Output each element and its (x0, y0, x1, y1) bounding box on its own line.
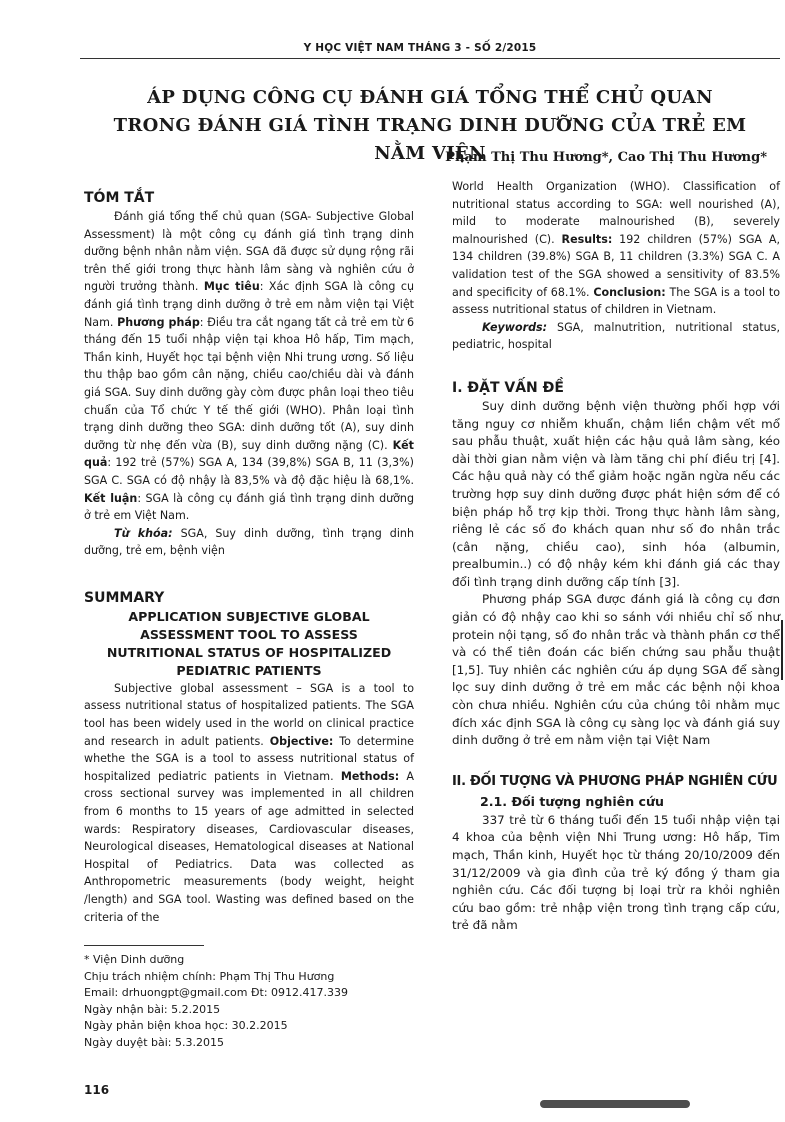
text-run: A cross sectional survey was implemented in all children from 6 months to 15 years of age admitted in selected wards: Respiratory diseases, Cardiovascular diseases, Neurological diseases, Hematological diseases at National Hospital of Pediatrics. Data was collected as Anthropometric measurements (body weight, height /length) and SGA tool. Wasting was defined based on the criteria of the (84, 769, 414, 924)
abstract-heading: TÓM TẮT (84, 190, 155, 206)
summary-continued (452, 178, 780, 319)
text-run: 337 trẻ từ 6 tháng tuổi đến 15 tuổi nhập viện tại 4 khoa của bệnh viện Nhi Trung ương: Hô hấp, Tim mạch, Thần kinh, Huyết học từ tháng 20/10/2009 đến 31/12/2009 và gia đình của trẻ ký đồng ý tham gia nghiên cứu. Các đối tượng bị loại trừ ra khỏi nghiên cứu bao gồm: trẻ nhập viện trong tình trạng cấp cứu, trẻ đã nằm (452, 812, 780, 933)
footnote: Ngày duyệt bài: 5.3.2015 (84, 1035, 224, 1049)
summary-heading: SUMMARY (84, 589, 165, 606)
footnote: * Viện Dinh dưỡng (84, 953, 185, 966)
bold-label: Conclusion: (593, 285, 666, 299)
section-2-1-heading: 2.1. Đối tượng nghiên cứu (480, 793, 664, 809)
header-rule (80, 58, 780, 59)
text-run: : Điều tra cắt ngang tất cả trẻ em từ 6 tháng đến 15 tuổi nhập viện tại khoa Hô hấp, Tim mạch, Thần kinh, Huyết học tại bệnh viện Nhi trung ương. Số liệu thu thập bao gồm cân nặng, chiều cao/chiều dài và đánh giá SGA. Suy dinh dưỡng gày còm được phân loại theo tiêu chuẩn của Tổ chức Y tế thế giới (WHO). Phân loại tình trạng dinh dưỡng theo SGA: dinh dưỡng tốt (A), suy dinh dưỡng từ nhẹ đến vừa (B), suy dinh dưỡng nặng (C). (84, 315, 414, 452)
page-number: 116 (84, 1083, 110, 1097)
footnote: Chịu trách nhiệm chính: Phạm Thị Thu Hương (84, 969, 335, 983)
section-2-1-paragraph (452, 812, 780, 935)
bold-label: Từ khóa: (114, 526, 173, 540)
footnote: Ngày nhận bài: 5.2.2015 (84, 1002, 221, 1016)
text-run: The SGA is a tool to assess nutritional status of children in Vietnam. (452, 285, 780, 317)
text-run: SGA, Suy dinh dưỡng, tình trạng dinh dưỡng, trẻ em, bệnh viện (84, 526, 414, 558)
title-line: TRONG ĐÁNH GIÁ TÌNH TRẠNG DINH DƯỠNG CỦA TRẺ EM NẰM VIỆN (113, 115, 747, 164)
section-1-paragraph (452, 398, 780, 592)
keywords-vi (84, 525, 414, 560)
text-run: Subjective global assessment – SGA is a tool to assess nutritional status of hospitalized patients. The SGA tool has been widely used in the world on clinical practice and research in adult patients. (84, 681, 414, 748)
summary-paragraph (84, 680, 414, 926)
title-line: ÁP DỤNG CÔNG CỤ ĐÁNH GIÁ TỔNG THỂ CHỦ QUAN (147, 87, 713, 108)
bold-label: Phương pháp (117, 315, 200, 329)
text-run: World Health Organization (WHO). Classification of nutritional status according to SGA: well nourished (A), mild to moderate malnourished (B), severely malnourished (C). (452, 180, 780, 246)
bold-label: Keywords: (482, 320, 548, 334)
footnotes (84, 952, 348, 1051)
bold-label: Objective: (269, 734, 334, 748)
abstract-paragraph (84, 208, 414, 525)
keywords-en (452, 319, 780, 354)
right-column (452, 178, 780, 935)
text-run: 192 children (57%) SGA A, 134 children (39.8%) SGA B, 11 children (3.3%) SGA C. A validation test of the SGA showed a sensitivity of 83.5% and specificity of 68.1%. (452, 232, 780, 299)
text-run: Suy dinh dưỡng bệnh viện thường phối hợp với tăng nguy cơ nhiễm khuẩn, chậm liền chậm vết mổ sau phẫu thuật, xuất hiện các hậu quả lâm sàng, kéo dài thời gian nằm viện và làm tăng chi phí điều trị [4]. Các hậu quả này có thể giảm hoặc ngăn ngừa nếu các trường hợp suy dinh dưỡng được phát hiện sớm để có biện pháp hỗ trợ kịp thời. Trong thực hành lâm sàng, riêng lẻ các số đo khách quan như số đo nhân trắc (cân nặng, chiều cao), sinh hóa (albumin, prealbumin..) có độ nhậy kém khi đánh giá các thay đổi tình trạng dinh dưỡng cấp tính [3]. (452, 398, 780, 589)
text-run: SGA, malnutrition, nutritional status, pediatric, hospital (452, 320, 780, 352)
journal-header: Y HỌC VIỆT NAM THÁNG 3 - SỐ 2/2015 (303, 42, 537, 54)
text-run: Phương pháp SGA được đánh giá là công cụ đơn giản có độ nhậy cao khi so sánh với nhiều chỉ số như protein nội tạng, số đo nhân trắc và thành phần cơ thể và có thể tiên đoán các biến chứng sau phẫu thuật [1,5]. Tuy nhiên các nghiên cứu áp dụng SGA để sàng lọc suy dinh dưỡng ở trẻ em mắc các bệnh nội khoa còn chưa nhiều. Nghiên cứu của chúng tôi nhằm mục đích xác định SGA là công cụ sàng lọc và đánh giá suy dinh dưỡng ở trẻ em nằm viện tại Việt Nam (452, 592, 780, 748)
bold-label: Mục tiêu (203, 280, 260, 294)
text-run: : SGA là công cụ đánh giá tình trạng dinh dưỡng ở trẻ em Việt Nam. (84, 491, 415, 523)
summary-title-line: NUTRITIONAL STATUS OF HOSPITALIZED (106, 644, 392, 660)
left-column (84, 188, 414, 926)
section-1-heading: I. ĐẶT VẤN ĐỀ (452, 379, 564, 396)
footnote: Ngày phản biện khoa học: 30.2.2015 (84, 1019, 288, 1032)
bold-label: Kết luận (84, 491, 138, 505)
section-2-heading: II. ĐỐI TƯỢNG VÀ PHƯƠNG PHÁP NGHIÊN CỨU (452, 773, 778, 789)
footnote: Email: drhuongpt@gmail.com Đt: 0912.417.339 (84, 986, 349, 999)
text-run: Đánh giá tổng thể chủ quan (SGA- Subjective Global Assessment) là một công cụ đánh giá tình trạng dinh dưỡng bệnh nhân nằm viện. SGA đã được sử dụng rộng rãi trên thế giới trong thực hành lâm sàng và nghiên cứu ở người trưởng thành. (84, 210, 414, 294)
bold-label: Methods: (340, 769, 400, 783)
text-run: To determine whethe the SGA is a tool to assess nutritional status of hospitalized pediatric patients in Vietnam. (84, 734, 414, 783)
section-1-paragraph (452, 591, 780, 749)
footnote-rule (84, 945, 204, 946)
scan-artifact (781, 620, 783, 680)
text-run: : Xác định SGA là công cụ đánh giá tình trạng dinh dưỡng ở trẻ em nằm viện tại Việt Nam. (84, 280, 415, 329)
scan-artifact (540, 1100, 690, 1108)
bold-label: Results: (561, 232, 613, 246)
authors: Phạm Thị Thu Hương*, Cao Thị Thu Hương* (445, 150, 767, 165)
summary-title-line: ASSESSMENT TOOL TO ASSESS (140, 626, 358, 642)
text-run: : 192 trẻ (57%) SGA A, 134 (39,8%) SGA B, 11 (3,3%) SGA C. SGA có độ nhậy là 83,5% và độ đặc hiệu là 68,1%. (84, 456, 414, 487)
summary-title-line: PEDIATRIC PATIENTS (176, 662, 322, 678)
summary-title (84, 608, 414, 680)
bold-label: Kết quả (84, 438, 414, 470)
summary-title-line: APPLICATION SUBJECTIVE GLOBAL (128, 608, 370, 624)
